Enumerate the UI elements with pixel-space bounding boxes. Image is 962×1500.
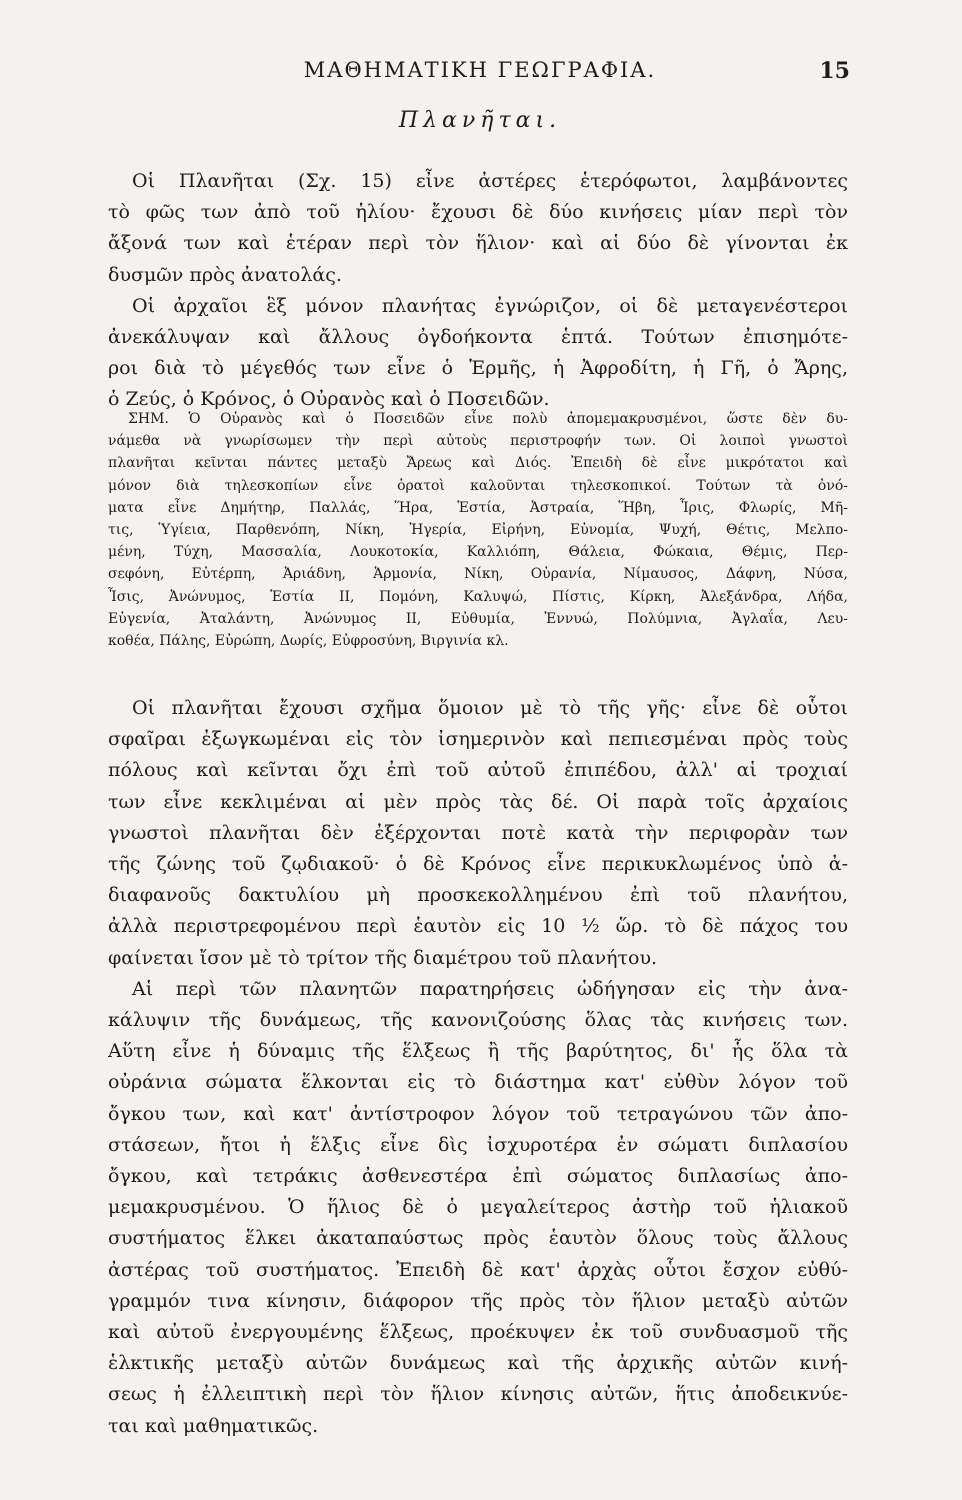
text-line: Οἱ Πλανῆται (Σχ. 15) εἶνε ἀστέρες ἑτερόφωτοι, λαμβάνοντες xyxy=(132,170,848,192)
text-line: Οἱ ἀρχαῖοι ἓξ μόνον πλανήτας ἐγνώριζον, οἱ δὲ μεταγενέστεροι xyxy=(132,294,848,317)
text-line: Οἱ πλανῆται ἔχουσι σχῆμα ὅμοιον μὲ τὸ τῆς γῆς· εἶνε δὲ οὗτοι xyxy=(132,697,848,719)
paragraph-planets-intro xyxy=(108,166,848,416)
text-line: καὶ αὐτοῦ ἐνεργουμένης ἕλξεως, προέκυψεν ἐκ τοῦ συνδυασμοῦ τῆς xyxy=(108,1321,848,1344)
text-line: σφαῖραι ἐξωγκωμέναι εἰς τὸν ἰσημερινὸν καὶ πεπιεσμέναι πρὸς τοὺς xyxy=(108,728,848,751)
text-line: μόνον διὰ τηλεσκοπίων εἶνε ὁρατοὶ καλοῦνται τηλεσκοπικοί. Τούτων τὰ ὀνό- xyxy=(108,477,848,494)
text-line: φαίνεται ἴσον μὲ τὸ τρίτον τῆς διαμέτρου τοῦ πλανήτου. xyxy=(108,946,658,969)
text-line: ἑλκτικῆς μεταξὺ αὐτῶν δυνάμεως καὶ τῆς ἀρχικῆς αὐτῶν κινή- xyxy=(108,1352,848,1375)
text-line: μεμακρυσμένου. Ὁ ἥλιος δὲ ὁ μεγαλείτερος ἀστὴρ τοῦ ἡλιακοῦ xyxy=(108,1196,848,1219)
section-title: Πλανῆται. xyxy=(398,108,562,133)
text-line: των εἶνε κεκλιμέναι αἱ μὲν πρὸς τὰς δέ. Οἱ παρὰ τοῖς ἀρχαίοις xyxy=(108,790,848,813)
text-line: οὐράνια σώματα ἕλκονται εἰς τὸ διάστημα κατ' εὐθὺν λόγον τοῦ xyxy=(108,1071,848,1094)
text-line: συστήματος ἕλκει ἀκαταπαύστως πρὸς ἑαυτὸν ὅλους τοὺς ἄλλους xyxy=(108,1227,848,1250)
text-line: γραμμόν τινα κίνησιν, διάφορον τῆς πρὸς τὸν ἥλιον μεταξὺ αὐτῶν xyxy=(108,1289,848,1312)
running-title: ΜΑΘΗΜΑΤΙΚΗ ΓΕΩΓΡΑΦΙΑ. xyxy=(303,58,657,82)
text-line: ἀνεκάλυψαν καὶ ἄλλους ὀγδοήκοντα ἑπτά. Τούτων ἐπισημότε- xyxy=(108,326,848,349)
text-line: στάσεων, ἤτοι ἡ ἕλξις εἶνε δὶς ἰσχυροτέρα ἐν σώματι διπλασίου xyxy=(108,1133,848,1156)
text-line: σεφόνη, Εὐτέρπη, Ἀριάδνη, Ἁρμονία, Νίκη, Οὐρανία, Νίμαυσος, Δάφνη, Νύσα, xyxy=(108,566,848,583)
text-line: ὄγκου των, καὶ κατ' ἀντίστροφον λόγον τοῦ τετραγώνου τῶν ἀπο- xyxy=(108,1102,848,1125)
text-line: μένη, Τύχη, Μασσαλία, Λουκοτοκία, Καλλιόπη, Θάλεια, Φώκαια, Θέμις, Περ- xyxy=(108,544,848,561)
text-line: ροι διὰ τὸ μέγεθός των εἶνε ὁ Ἑρμῆς, ἡ Ἀφροδίτη, ἡ Γῆ, ὁ Ἄρης, xyxy=(108,357,848,380)
text-line: Αἱ περὶ τῶν πλανητῶν παρατηρήσεις ὡδήγησαν εἰς τὴν ἀνα- xyxy=(132,977,848,1000)
text-line: ται καὶ μαθηματικῶς. xyxy=(108,1414,319,1437)
text-line: ὁ Ζεύς, ὁ Κρόνος, ὁ Οὐρανὸς καὶ ὁ Ποσειδῶν. xyxy=(108,388,550,411)
text-line: Εὐγενία, Ἀταλάντη, Ἀνώνυμος II, Εὐθυμία, Ἐννυώ, Πολύμνια, Ἀγλαΐα, Λευ- xyxy=(108,610,848,627)
text-line: ματα εἶνε Δημήτηρ, Παλλάς, Ἥρα, Ἑστία, Ἀστραία, Ἥβη, Ἶρις, Φλωρίς, Μῆ- xyxy=(108,499,848,516)
text-line: τὸ φῶς των ἀπὸ τοῦ ἡλίου· ἔχουσι δὲ δύο κινήσεις μίαν περὶ τὸν xyxy=(108,201,848,224)
page-header xyxy=(110,58,850,88)
text-line: ὄγκου, καὶ τετράκις ἀσθενεστέρα ἐπὶ σώματος διπλασίως ἀπο- xyxy=(108,1165,848,1188)
text-line: σεως ἡ ἐλλειπτικὴ περὶ τὸν ἥλιον κίνησις αὐτῶν, ἥτις ἀποδεικνύε- xyxy=(108,1383,848,1406)
text-line: δυσμῶν πρὸς ἀνατολάς. xyxy=(108,263,342,286)
text-line: γνωστοὶ πλανῆται δὲν ἐξέρχονται ποτὲ κατὰ τὴν περιφορὰν των xyxy=(108,821,848,844)
text-line: ἀστέρας τοῦ συστήματος. Ἐπειδὴ δὲ κατ' ἀρχὰς οὗτοι ἔσχον εὐθύ- xyxy=(108,1258,848,1281)
note-telescopic-planets xyxy=(108,408,848,652)
text-line: τῆς ζώνης τοῦ ζῳδιακοῦ· ὁ δὲ Κρόνος εἶνε περικυκλωμένος ὑπὸ ἀ- xyxy=(108,853,848,876)
text-line: πλανῆται κεῖνται πάντες μεταξὺ Ἄρεως καὶ Διός. Ἐπειδὴ δὲ εἶνε μικρότατοι καὶ xyxy=(108,455,848,472)
text-line: Αὕτη εἶνε ἡ δύναμις τῆς ἕλξεως ἢ τῆς βαρύτητος, δι' ἧς ὅλα τὰ xyxy=(108,1040,848,1063)
text-line: διαφανοῦς δακτυλίου μὴ προσκεκολλημένου ἐπὶ τοῦ πλανήτου, xyxy=(108,884,848,907)
text-line: κάλυψιν τῆς δυνάμεως, τῆς κανονιζούσης ὅλας τὰς κινήσεις των. xyxy=(108,1009,848,1032)
text-line: Ἶσις, Ἀνώνυμος, Ἑστία II, Πομόνη, Καλυψώ, Πίστις, Κίρκη, Ἀλεξάνδρα, Λήδα, xyxy=(108,588,848,605)
text-line: κοθέα, Πάλης, Εὐρώπη, Δωρίς, Εὐφροσύνη, Βιργινία κλ. xyxy=(108,633,509,650)
paragraph-planet-shape-and-gravity xyxy=(108,693,848,1442)
text-line: τις, Ὑγίεια, Παρθενόπη, Νίκη, Ἠγερία, Εἰρήνη, Εὐνομία, Ψυχή, Θέτις, Μελπο- xyxy=(108,522,848,539)
text-line: ἀλλὰ περιστρεφομένου περὶ ἑαυτὸν εἰς 10 ½ ὥρ. τὸ δὲ πάχος του xyxy=(108,915,848,938)
page-number: 15 xyxy=(819,58,850,84)
text-line: ἄξονά των καὶ ἑτέραν περὶ τὸν ἥλιον· καὶ αἱ δύο δὲ γίνονται ἐκ xyxy=(108,232,848,255)
text-line: νάμεθα νὰ γνωρίσωμεν τὴν περὶ αὐτοὺς περιστροφήν των. Οἱ λοιποὶ γνωστοὶ xyxy=(108,433,848,450)
text-line: πόλους καὶ κεῖνται ὄχι ἐπὶ τοῦ αὐτοῦ ἐπιπέδου, ἀλλ' αἱ τροχιαί xyxy=(108,759,848,782)
text-line: ΣΗΜ. Ὁ Οὐρανὸς καὶ ὁ Ποσειδῶν εἶνε πολὺ ἀπομεμακρυσμένοι, ὥστε δὲν δυ- xyxy=(128,411,848,427)
